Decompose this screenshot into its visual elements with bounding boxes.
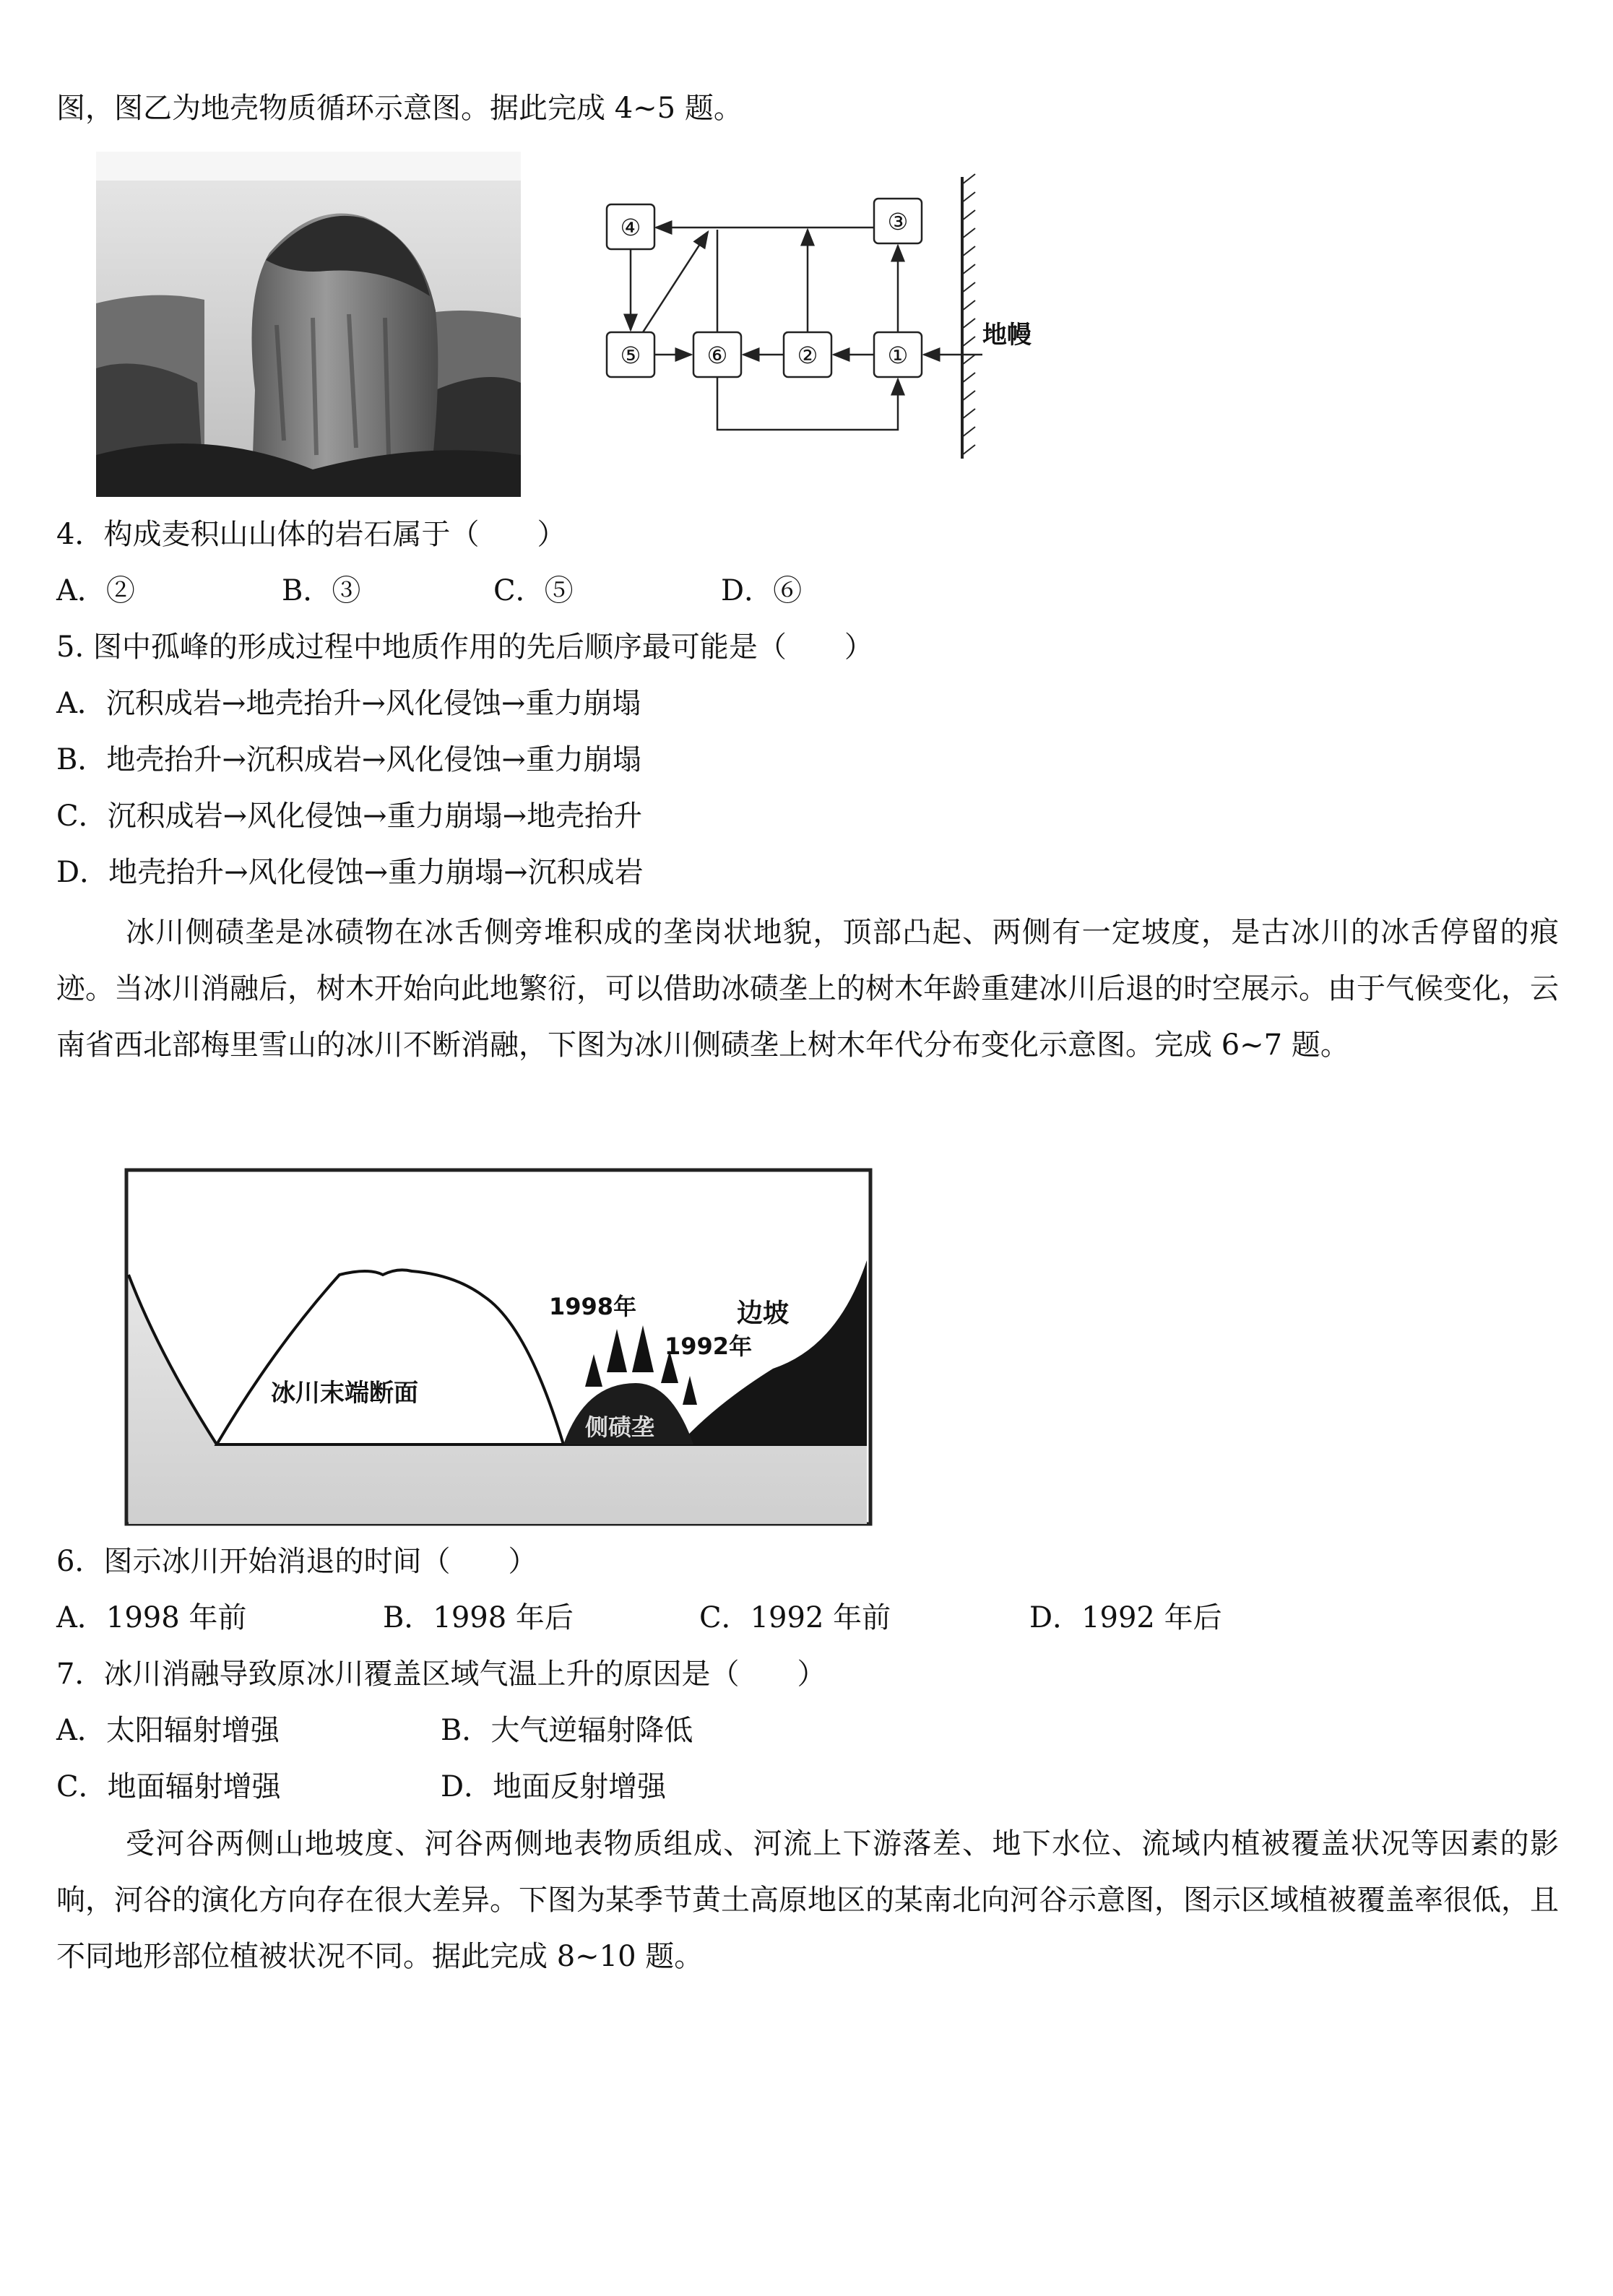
q7-stem: 7．冰川消融导致原冰川覆盖区域气温上升的原因是（ ） — [56, 1658, 826, 1691]
node-4-label: ④ — [620, 214, 641, 241]
moraine-label: 侧碛垄 — [585, 1413, 655, 1441]
q6-option-b[interactable]: B．1998 年后 — [383, 1601, 574, 1634]
q6-option-c[interactable]: C．1992 年前 — [699, 1601, 891, 1634]
q4-option-b[interactable]: B．③ — [282, 574, 361, 607]
glacier-terminus-label: 冰川末端断面 — [271, 1379, 418, 1408]
node-2-label: ② — [797, 342, 818, 369]
q6-stem: 6．图示冰川开始消退的时间（ ） — [56, 1545, 537, 1578]
glacier-passage: 冰川侧碛垄是冰碛物在冰舌侧旁堆积成的垄岗状地貌，顶部凸起、两侧有一定坡度，是古冰川的冰舌停留的痕迹。当冰川消融后，树木开始向此地繁衍，可以借助冰碛垄上的树木年龄重建冰川后退的时空展示。由于气候变化，云南省西北部梅里雪山的冰川不断消融，下图为冰川侧碛垄上树木年代分布变化示意图。完成 6~7 题。 — [56, 916, 1559, 1062]
q5-option-d[interactable]: D．地壳抬升→风化侵蚀→重力崩塌→沉积成岩 — [56, 856, 644, 889]
q5-option-b[interactable]: B．地壳抬升→沉积成岩→风化侵蚀→重力崩塌 — [56, 743, 641, 776]
mantle-label: 地幔 — [982, 321, 1032, 350]
node-6-label: ⑥ — [706, 342, 728, 369]
mountain-photo — [96, 152, 521, 497]
q6-option-d[interactable]: D．1992 年后 — [1029, 1601, 1222, 1634]
year-1992-label: 1992年 — [665, 1333, 753, 1360]
q5-stem: 5. 图中孤峰的形成过程中地质作用的先后顺序最可能是（ ） — [56, 631, 873, 664]
q4-option-c[interactable]: C．⑤ — [493, 574, 574, 607]
q7-option-c[interactable]: C．地面辐射增强 — [56, 1770, 281, 1803]
intro-text: 图，图乙为地壳物质循环示意图。据此完成 4~5 题。 — [56, 92, 743, 125]
slope-label: 边坡 — [737, 1299, 790, 1328]
node-1-label: ① — [887, 342, 909, 369]
q4-option-d[interactable]: D．⑥ — [721, 574, 803, 607]
q7-option-b[interactable]: B．大气逆辐射降低 — [441, 1714, 693, 1747]
year-1998-label: 1998年 — [549, 1293, 637, 1320]
q4-stem: 4．构成麦积山山体的岩石属于（ ） — [56, 518, 566, 551]
node-5-label: ⑤ — [620, 342, 641, 369]
valley-passage: 受河谷两侧山地坡度、河谷两侧地表物质组成、河流上下游落差、地下水位、流域内植被覆盖状况等因素的影响，河谷的演化方向存在很大差异。下图为某季节黄土高原地区的某南北向河谷示意图，图示区域植被覆盖率很低，且不同地形部位植被状况不同。据此完成 8~10 题。 — [56, 1827, 1559, 1973]
q5-option-c[interactable]: C．沉积成岩→风化侵蚀→重力崩塌→地壳抬升 — [56, 800, 643, 833]
glacier-moraine-diagram — [123, 1166, 881, 1531]
arrow-6-loop-to-1 — [717, 377, 898, 430]
q4-option-a[interactable]: A．② — [56, 574, 135, 607]
q7-option-a[interactable]: A．太阳辐射增强 — [56, 1714, 280, 1747]
node-3-label: ③ — [887, 208, 909, 235]
q5-option-a[interactable]: A．沉积成岩→地壳抬升→风化侵蚀→重力崩塌 — [56, 687, 641, 720]
q6-option-a[interactable]: A．1998 年前 — [56, 1601, 247, 1634]
crust-material-cycle-diagram — [592, 170, 1040, 473]
q7-option-d[interactable]: D．地面反射增强 — [441, 1770, 667, 1803]
